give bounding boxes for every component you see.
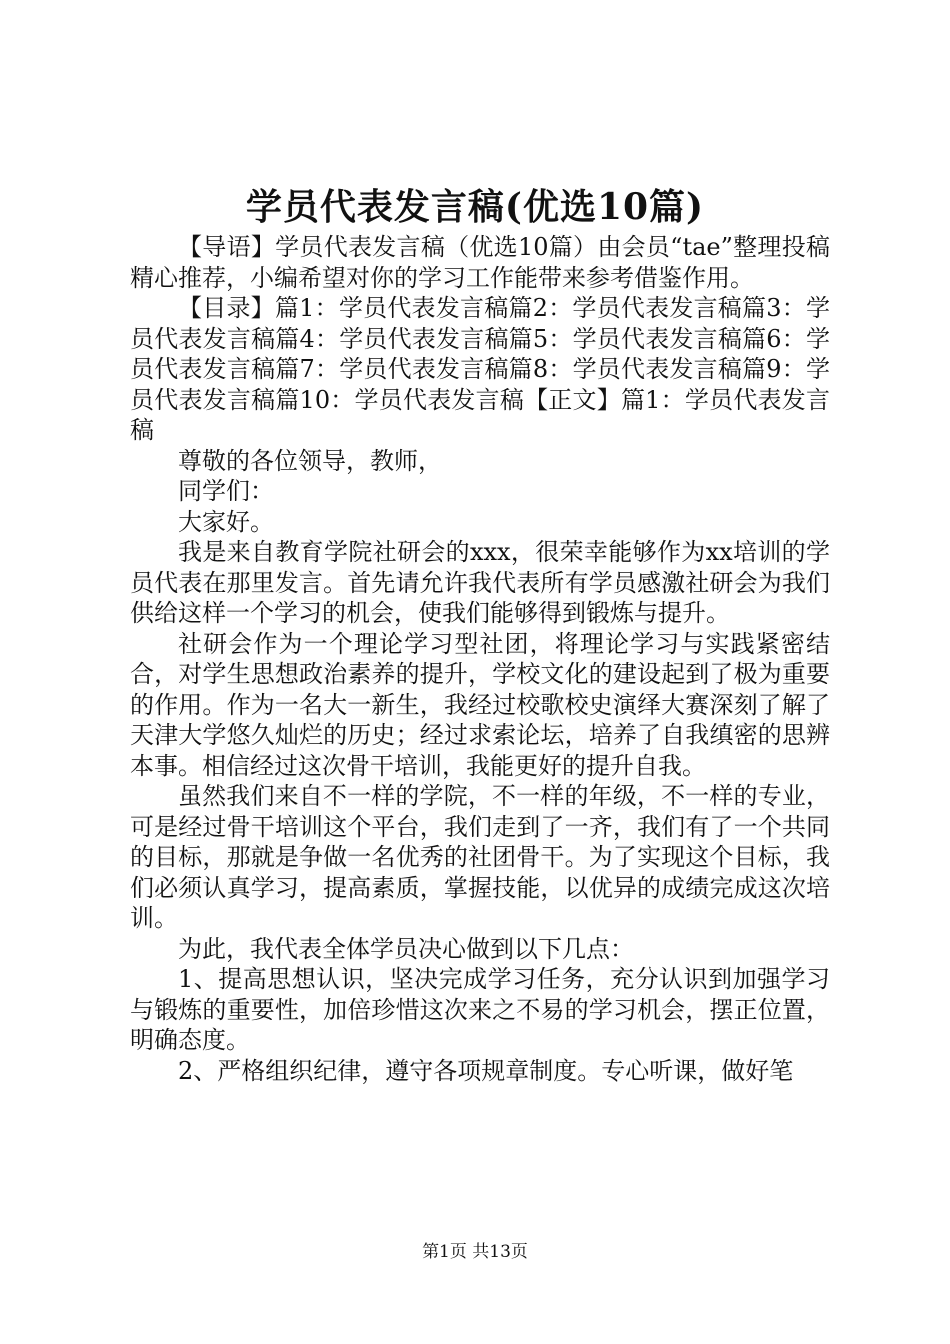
body-paragraph: 社研会作为一个理论学习型社团，将理论学习与实践紧密结合，对学生思想政治素养的提升，学校文化的建设起到了极为重要的作用。作为一名大一新生，我经过校歌校史演绎大赛深刻了解了天津大学悠久灿烂的历史；经过求索论坛，培养了自我缜密的思辨本事。相信经过这次骨干培训，我能更好的提升自我。 xyxy=(130,629,830,780)
table-of-contents-paragraph: 【目录】篇1：学员代表发言稿篇2：学员代表发言稿篇3：学员代表发言稿篇4：学员代表发言稿篇5：学员代表发言稿篇6：学员代表发言稿篇7：学员代表发言稿篇8：学员代表发言稿篇9：学员代表发言稿篇10：学员代表发言稿【正文】篇1：学员代表发言稿 xyxy=(130,294,830,444)
document-body xyxy=(130,232,830,1086)
page-footer: 第1页 共13页 xyxy=(422,1242,528,1262)
intro-paragraph: 【导语】学员代表发言稿（优选10篇）由会员“tae”整理投稿精心推荐，小编希望对你的学习工作能带来参考借鉴作用。 xyxy=(130,233,830,292)
document-title: 学员代表发言稿(优选10篇) xyxy=(245,186,705,228)
body-paragraph: 虽然我们来自不一样的学院，不一样的年级，不一样的专业，可是经过骨干培训这个平台，我们走到了一齐，我们有了一个共同的目标，那就是争做一名优秀的社团骨干。为了实现这个目标，我们必须认真学习，提高素质，掌握技能，以优异的成绩完成这次培训。 xyxy=(130,782,830,932)
body-paragraph: 我是来自教育学院社研会的xxx，很荣幸能够作为xx培训的学员代表在那里发言。首先请允许我代表所有学员感激社研会为我们供给这样一个学习的机会，使我们能够得到锻炼与提升。 xyxy=(130,538,830,627)
greeting-line: 大家好。 xyxy=(178,507,274,536)
list-item-paragraph: 2、严格组织纪律，遵守各项规章制度。专心听课，做好笔 xyxy=(178,1056,794,1085)
list-item-paragraph: 1、提高思想认识，坚决完成学习任务，充分认识到加强学习与锻炼的重要性，加倍珍惜这次来之不易的学习机会，摆正位置，明确态度。 xyxy=(130,965,830,1054)
salutation-line: 尊敬的各位领导，教师， xyxy=(178,446,442,475)
salutation-line: 同学们： xyxy=(178,477,274,505)
body-paragraph: 为此，我代表全体学员决心做到以下几点： xyxy=(178,934,634,963)
